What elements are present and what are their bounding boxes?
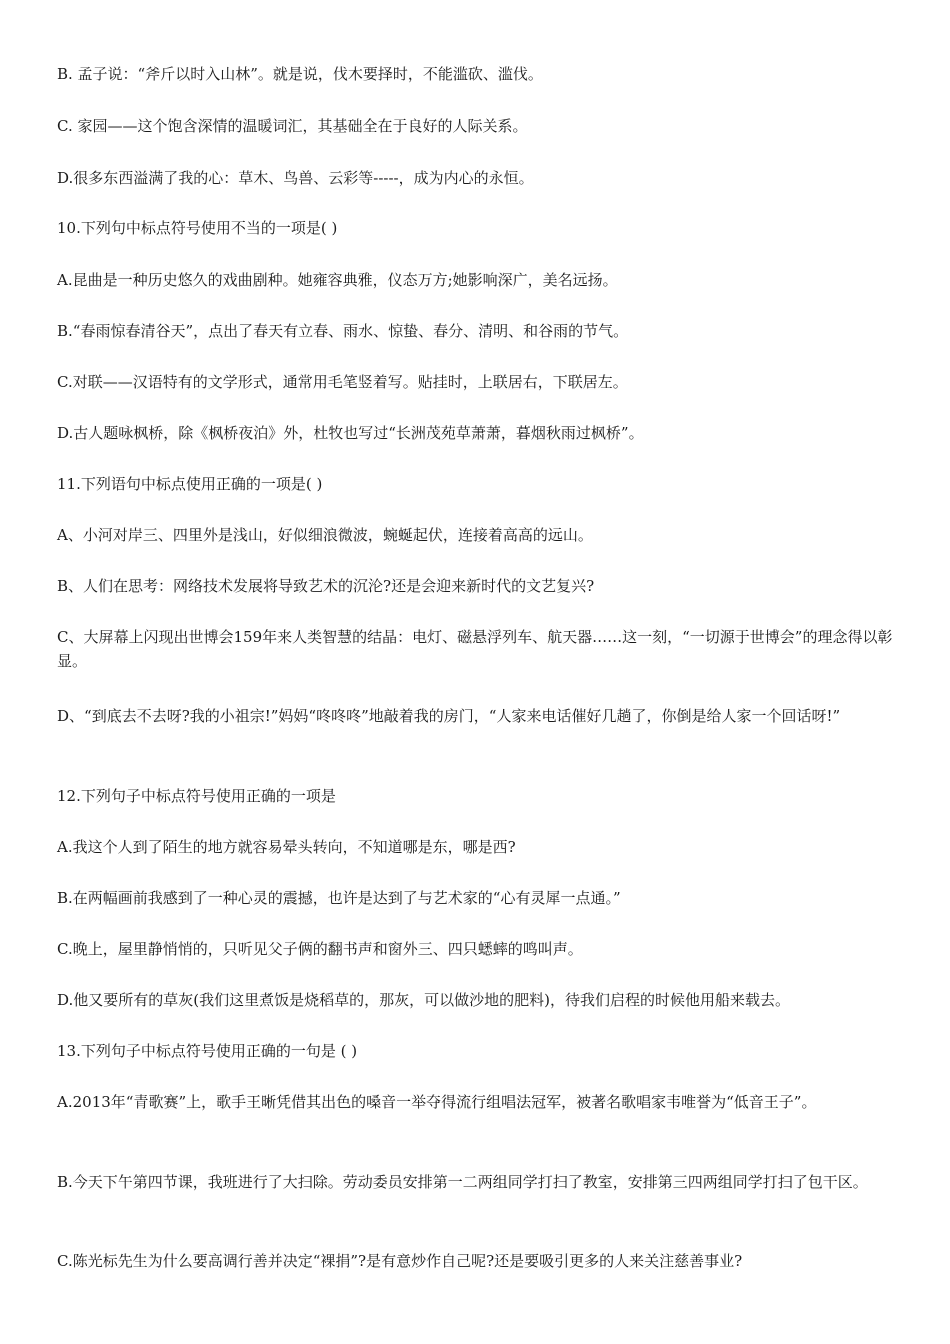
question-13-option-a: A.2013年“青歌赛”上，歌手王晰凭借其出色的嗓音一举夺得流行组唱法冠军，被著名歌唱家韦唯誉为“低音王子”。 (57, 1093, 817, 1111)
question-10-option-b: B.“春雨惊春清谷天”，点出了春天有立春、雨水、惊蛰、春分、清明、和谷雨的节气。 (57, 322, 629, 340)
question-12-stem: 12.下列句子中标点符号使用正确的一项是 (57, 787, 336, 805)
question-13-option-b: B.今天下午第四节课，我班进行了大扫除。劳动委员安排第一二两组同学打扫了教室，安排第三四两组同学打扫了包干区。 (57, 1173, 868, 1191)
question-12-option-c: C.晚上，屋里静悄悄的，只听见父子俩的翻书声和窗外三、四只蟋蟀的鸣叫声。 (57, 940, 583, 958)
question-12-option-d: D.他又要所有的草灰(我们这里煮饭是烧稻草的，那灰，可以做沙地的肥料)，待我们启程的时候他用船来载去。 (57, 991, 790, 1009)
question-12-option-a: A.我这个人到了陌生的地方就容易晕头转向，不知道哪是东，哪是西? (57, 838, 516, 856)
question-11-option-a: A、小河对岸三、四里外是浅山，好似细浪微波，蜿蜒起伏，连接着高高的远山。 (57, 526, 593, 544)
question-10-option-a: A.昆曲是一种历史悠久的戏曲剧种。她雍容典雅，仪态万方;她影响深广，美名远扬。 (57, 271, 618, 289)
question-10-option-c: C.对联——汉语特有的文学形式，通常用毛笔竖着写。贴挂时，上联居右，下联居左。 (57, 373, 628, 391)
question-11-stem: 11.下列语句中标点使用正确的一项是( ) (57, 475, 323, 493)
option-c-line: C. 家园——这个饱含深情的温暖词汇，其基础全在于良好的人际关系。 (57, 117, 528, 135)
question-13-option-c: C.陈光标先生为什么要高调行善并决定“裸捐”?是有意炒作自己呢?还是要吸引更多的人来关注慈善事业? (57, 1252, 743, 1270)
option-d-line: D.很多东西溢满了我的心：草木、鸟兽、云彩等-----，成为内心的永恒。 (57, 169, 534, 187)
question-11-option-b: B、人们在思考：网络技术发展将导致艺术的沉沦?还是会迎来新时代的文艺复兴? (57, 577, 595, 595)
question-10-stem: 10.下列句中标点符号使用不当的一项是( ) (57, 219, 338, 237)
question-13-stem: 13.下列句子中标点符号使用正确的一句是 ( ) (57, 1042, 358, 1060)
question-11-option-c: C、大屏幕上闪现出世博会159年来人类智慧的结晶：电灯、磁悬浮列车、航天器……这一刻，“一切源于世博会”的理念得以彰显。 (57, 628, 893, 670)
question-10-option-d: D.古人题咏枫桥，除《枫桥夜泊》外，杜牧也写过“长洲茂苑草萧萧，暮烟秋雨过枫桥”。 (57, 424, 644, 442)
question-11-option-d: D、“到底去不去呀?我的小祖宗!”妈妈“咚咚咚”地敲着我的房门，“人家来电话催好几趟了，你倒是给人家一个回话呀!” (57, 707, 841, 725)
option-b-line: B. 孟子说：“斧斤以时入山林”。就是说，伐木要择时，不能滥砍、滥伐。 (57, 65, 543, 83)
question-12-option-b: B.在两幅画前我感到了一种心灵的震撼，也许是达到了与艺术家的“心有灵犀一点通。” (57, 889, 621, 907)
